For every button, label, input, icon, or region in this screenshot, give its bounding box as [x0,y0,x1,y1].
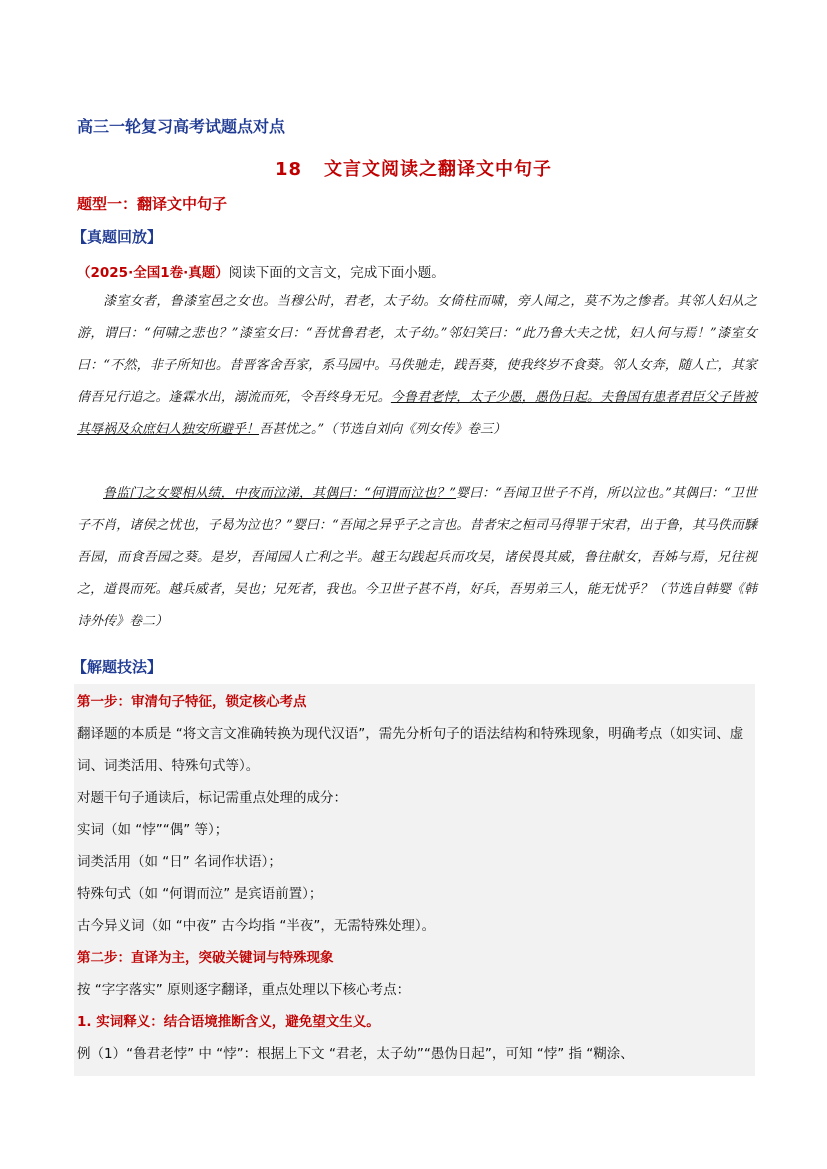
method-item-3: 特殊句式（如 “何谓而泣” 是宾语前置）； [77,886,323,902]
passage-one-text: 漆室女者，鲁漆室邑之女也。当穆公时，君老，太子幼。女倚柱而啸，旁人闻之，莫不为之惨者。其邻人妇从之游，谓曰：“何啸之悲也？”漆室女曰：“吾忧鲁君老，太子幼。”邻妇笑曰：“此乃鲁大夫之忧，妇人何与焉！”漆室女曰：“不然，非子所知也。昔晋客舍吾家，系马园中。马佚驰走，践吾葵，使我终岁不食葵。邻人女奔，随人亡，其家倩吾兄行追之。逢霖水出，溺流而死，令吾终身无兄。 [77,294,757,405]
sub-heading-1: 1. 实词释义：结合语境推断含义，避免望文生义。 [77,1014,380,1030]
passage-two [77,478,757,638]
method-item-1: 实词（如 “悖”“偶” 等）； [77,822,229,838]
method-paragraph-1: 翻译题的本质是 “将文言文准确转换为现代汉语”，需先分析句子的语法结构和特殊现象，明确考点（如实词、虚词、词类活用、特殊句式等）。 [77,726,744,774]
passage-one-underlined: 今鲁君老悖，太子少愚，愚伪日起。夫鲁国有患者君臣父子皆被其辱祸及众庶妇人独安所避乎！ [77,390,757,437]
method-box [77,686,753,1070]
passage-one-end: 吾甚忧之。”（节选自刘向《列女传》卷三） [259,422,507,437]
question-type-heading: 题型一：翻译文中句子 [77,195,228,213]
section-heading-review: 【真题回放】 [72,228,163,246]
series-title: 高三一轮复习高考试题点对点 [77,117,286,136]
section-heading-method: 【解题技法】 [72,658,163,676]
method-paragraph-3: 按 “字字落实” 原则逐字翻译，重点处理以下核心考点： [77,982,411,998]
passage-one [77,286,757,446]
source-instruction: 阅读下面的文言文，完成下面小题。 [228,265,445,281]
passage-two-underlined: 鲁监门之女婴相从绩，中夜而泣涕，其偶曰：“何谓而泣也？” [103,486,456,501]
source-line [77,261,445,281]
method-paragraph-2: 对题干句子通读后，标记需重点处理的成分： [77,790,347,806]
passage-two-text: 婴曰：“吾闻卫世子不肖，所以泣也。”其偶曰：“卫世子不肖，诸侯之忧也，子曷为泣也？”婴曰：“吾闻之异乎子之言也。昔者宋之桓司马得罪于宋君，出于鲁，其马佚而騬吾园，而食吾园之葵。是岁，吾闻园人亡利之半。越王勾践起兵而攻吴，诸侯畏其威，鲁往献女，吾姊与焉，兄往视之，道畏而死。越兵威者，吴也；兄死者，我也。今卫世子甚不肖，好兵，吾男弟三人，能无忧乎？（节选自韩婴《韩诗外传》卷二） [77,486,757,629]
step-one-heading: 第一步：审清句子特征，锁定核心考点 [77,694,307,710]
method-item-2: 词类活用（如 “日” 名词作状语）； [77,854,282,870]
lesson-number: 18 [274,159,303,180]
lesson-title: 文言文阅读之翻译文中句子 [324,159,553,180]
method-item-4: 古今异义词（如 “中夜” 古今均指 “半夜”，无需特殊处理）。 [77,918,436,934]
page-title [0,155,827,181]
step-two-heading: 第二步：直译为主，突破关键词与特殊现象 [77,950,334,966]
method-example: 例（1）“鲁君老悖” 中 “悖”：根据上下文 “君老，太子幼”“愚伪日起”，可知 “悖” 指 “糊涂、 [77,1046,634,1062]
source-tag: （2025·全国1卷·真题） [77,265,229,281]
